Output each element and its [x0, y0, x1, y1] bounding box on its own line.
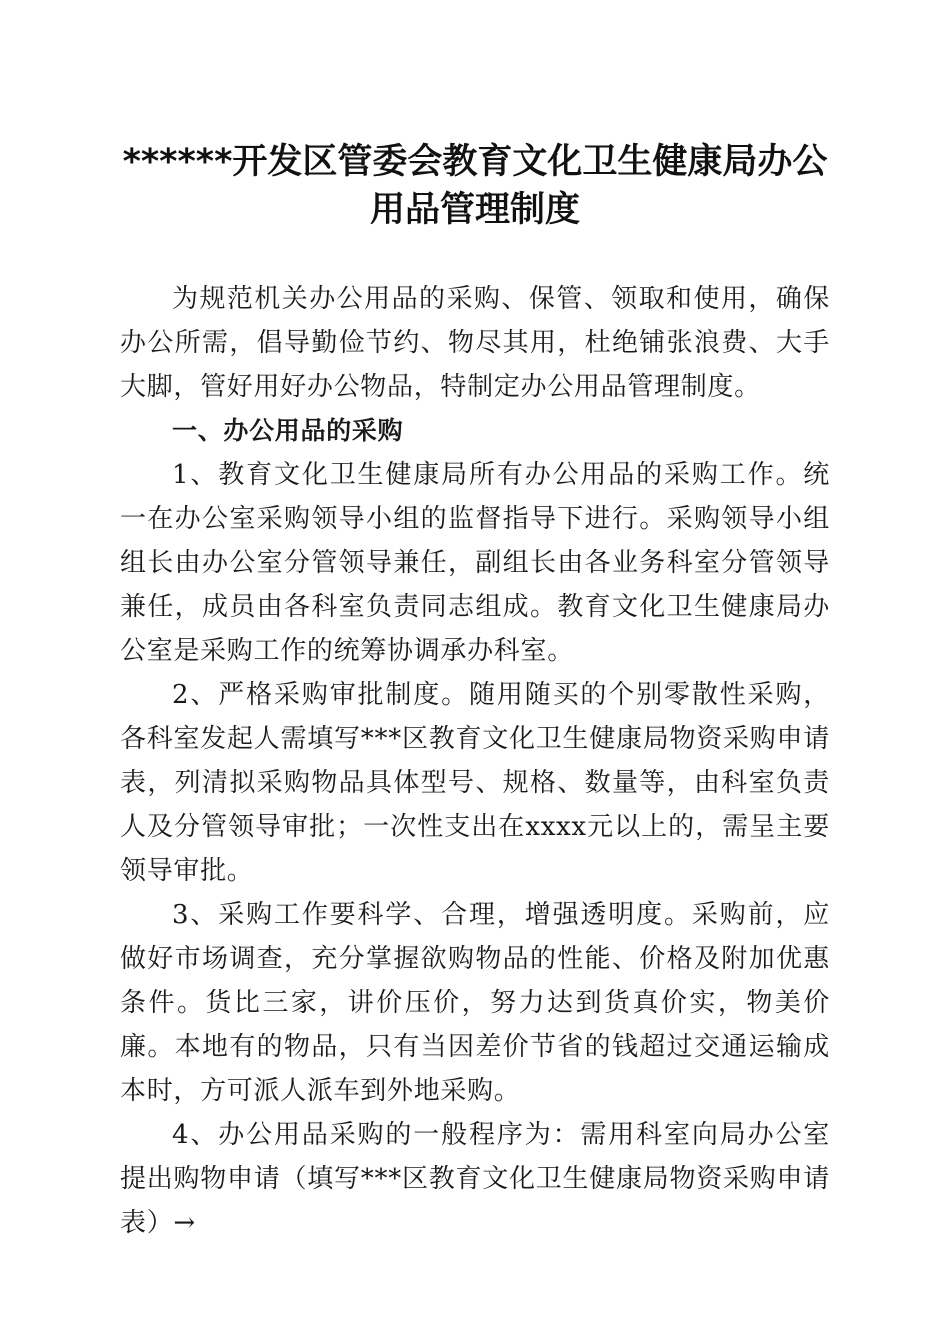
clause-1-paragraph: 1、教育文化卫生健康局所有办公用品的采购工作。统一在办公室采购领导小组的监督指导下进行。采购领导小组组长由办公室分管领导兼任，副组长由各业务科室分管领导兼任，成员由各科室负责同志组成。教育文化卫生健康局办公室是采购工作的统筹协调承办科室。	[120, 460, 830, 666]
section-heading-procurement: 一、办公用品的采购	[172, 416, 404, 445]
clause-2-paragraph: 2、严格采购审批制度。随用随买的个别零散性采购，各科室发起人需填写***区教育文化卫生健康局物资采购申请表，列清拟采购物品具体型号、规格、数量等，由科室负责人及分管领导审批；一次性支出在xxxx元以上的，需呈主要领导审批。	[120, 680, 830, 886]
clause-3-paragraph: 3、采购工作要科学、合理，增强透明度。采购前，应做好市场调查，充分掌握欲购物品的性能、价格及附加优惠条件。货比三家，讲价压价，努力达到货真价实，物美价廉。本地有的物品，只有当因差价节省的钱超过交通运输成本时，方可派人派车到外地采购。	[120, 900, 830, 1106]
clause-4-paragraph: 4、办公用品采购的一般程序为：需用科室向局办公室提出购物申请（填写***区教育文化卫生健康局物资采购申请表）→	[120, 1120, 830, 1238]
document-title	[100, 138, 850, 234]
title-line-2: 用品管理制度	[369, 190, 580, 230]
intro-paragraph: 为规范机关办公用品的采购、保管、领取和使用，确保办公所需，倡导勤俭节约、物尽其用，杜绝铺张浪费、大手大脚，管好用好办公物品，特制定办公用品管理制度。	[120, 284, 830, 402]
document-body	[120, 277, 830, 1245]
title-line-1: ******开发区管委会教育文化卫生健康局办公	[122, 142, 828, 182]
